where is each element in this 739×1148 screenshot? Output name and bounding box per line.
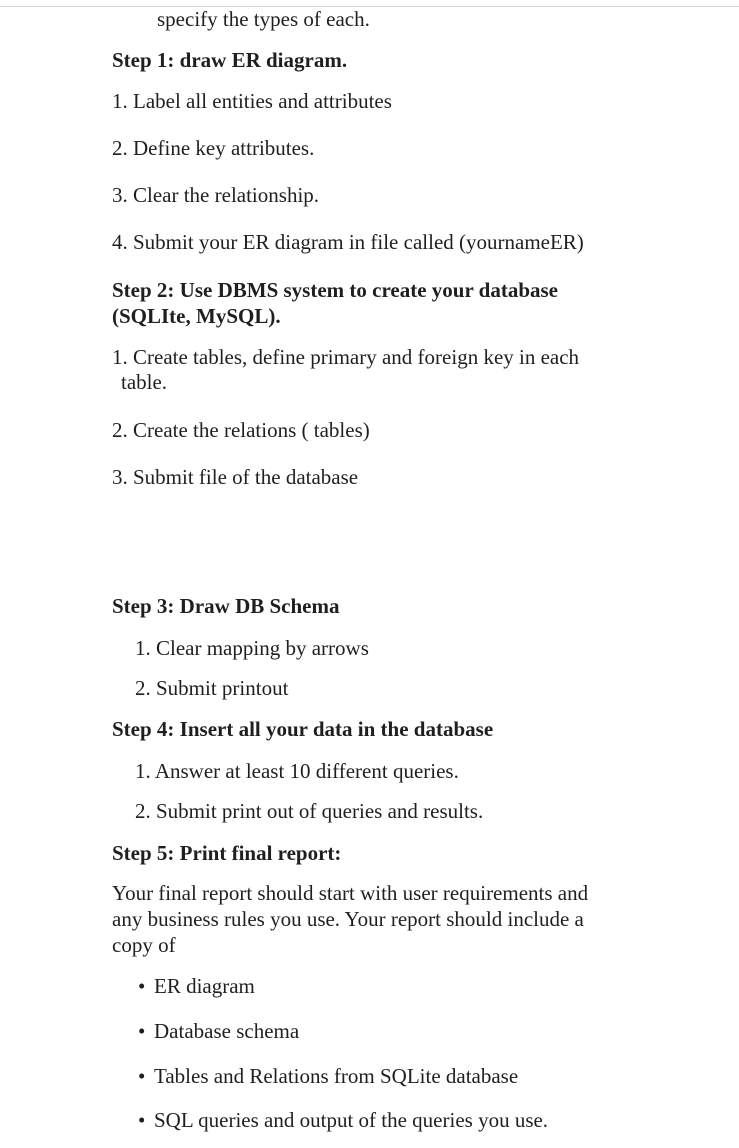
step3-heading: Step 3: Draw DB Schema — [112, 594, 340, 618]
bullet-text: SQL queries and output of the queries you use. — [154, 1108, 549, 1132]
step5-heading: Step 5: Print final report: — [112, 841, 342, 865]
step2-item-1-line2: table. — [121, 370, 168, 394]
step5-paragraph-line3: copy of — [112, 933, 176, 957]
bullet-icon: • — [138, 974, 146, 998]
step5-paragraph-line1: Your final report should start with user requirements and — [112, 881, 589, 905]
step2-heading-line2: (SQLIte, MySQL). — [112, 304, 281, 328]
bullet-text: Tables and Relations from SQLite database — [154, 1064, 519, 1088]
step4-heading: Step 4: Insert all your data in the database — [112, 717, 494, 741]
step1-item-4: 4. Submit your ER diagram in file called (yournameER) — [112, 230, 584, 254]
report-bullet-sql-queries — [138, 1107, 548, 1133]
step4-item-2: 2. Submit print out of queries and results. — [135, 799, 484, 823]
step1-item-1: 1. Label all entities and attributes — [112, 89, 392, 113]
bullet-icon: • — [138, 1064, 146, 1088]
step4-item-1: 1. Answer at least 10 different queries. — [135, 759, 459, 783]
step5-paragraph-line2: any business rules you use. Your report should include a — [112, 907, 584, 931]
report-bullet-er-diagram — [138, 973, 255, 999]
bullet-text: Database schema — [154, 1019, 300, 1043]
step2-item-1-line1: 1. Create tables, define primary and foreign key in each — [112, 345, 580, 369]
step2-item-3: 3. Submit file of the database — [112, 465, 359, 489]
step2-item-2: 2. Create the relations ( tables) — [112, 418, 370, 442]
step3-item-1: 1. Clear mapping by arrows — [135, 636, 369, 660]
intro-fragment: specify the types of each. — [157, 7, 370, 31]
bullet-text: ER diagram — [154, 974, 255, 998]
step2-heading-line1: Step 2: Use DBMS system to create your database — [112, 278, 559, 302]
report-bullet-tables-relations — [138, 1063, 518, 1089]
step1-item-2: 2. Define key attributes. — [112, 136, 315, 160]
report-bullet-database-schema — [138, 1018, 299, 1044]
step1-item-3: 3. Clear the relationship. — [112, 183, 320, 207]
step1-heading: Step 1: draw ER diagram. — [112, 48, 348, 72]
bullet-icon: • — [138, 1108, 146, 1132]
bullet-icon: • — [138, 1019, 146, 1043]
step3-item-2: 2. Submit printout — [135, 676, 289, 700]
